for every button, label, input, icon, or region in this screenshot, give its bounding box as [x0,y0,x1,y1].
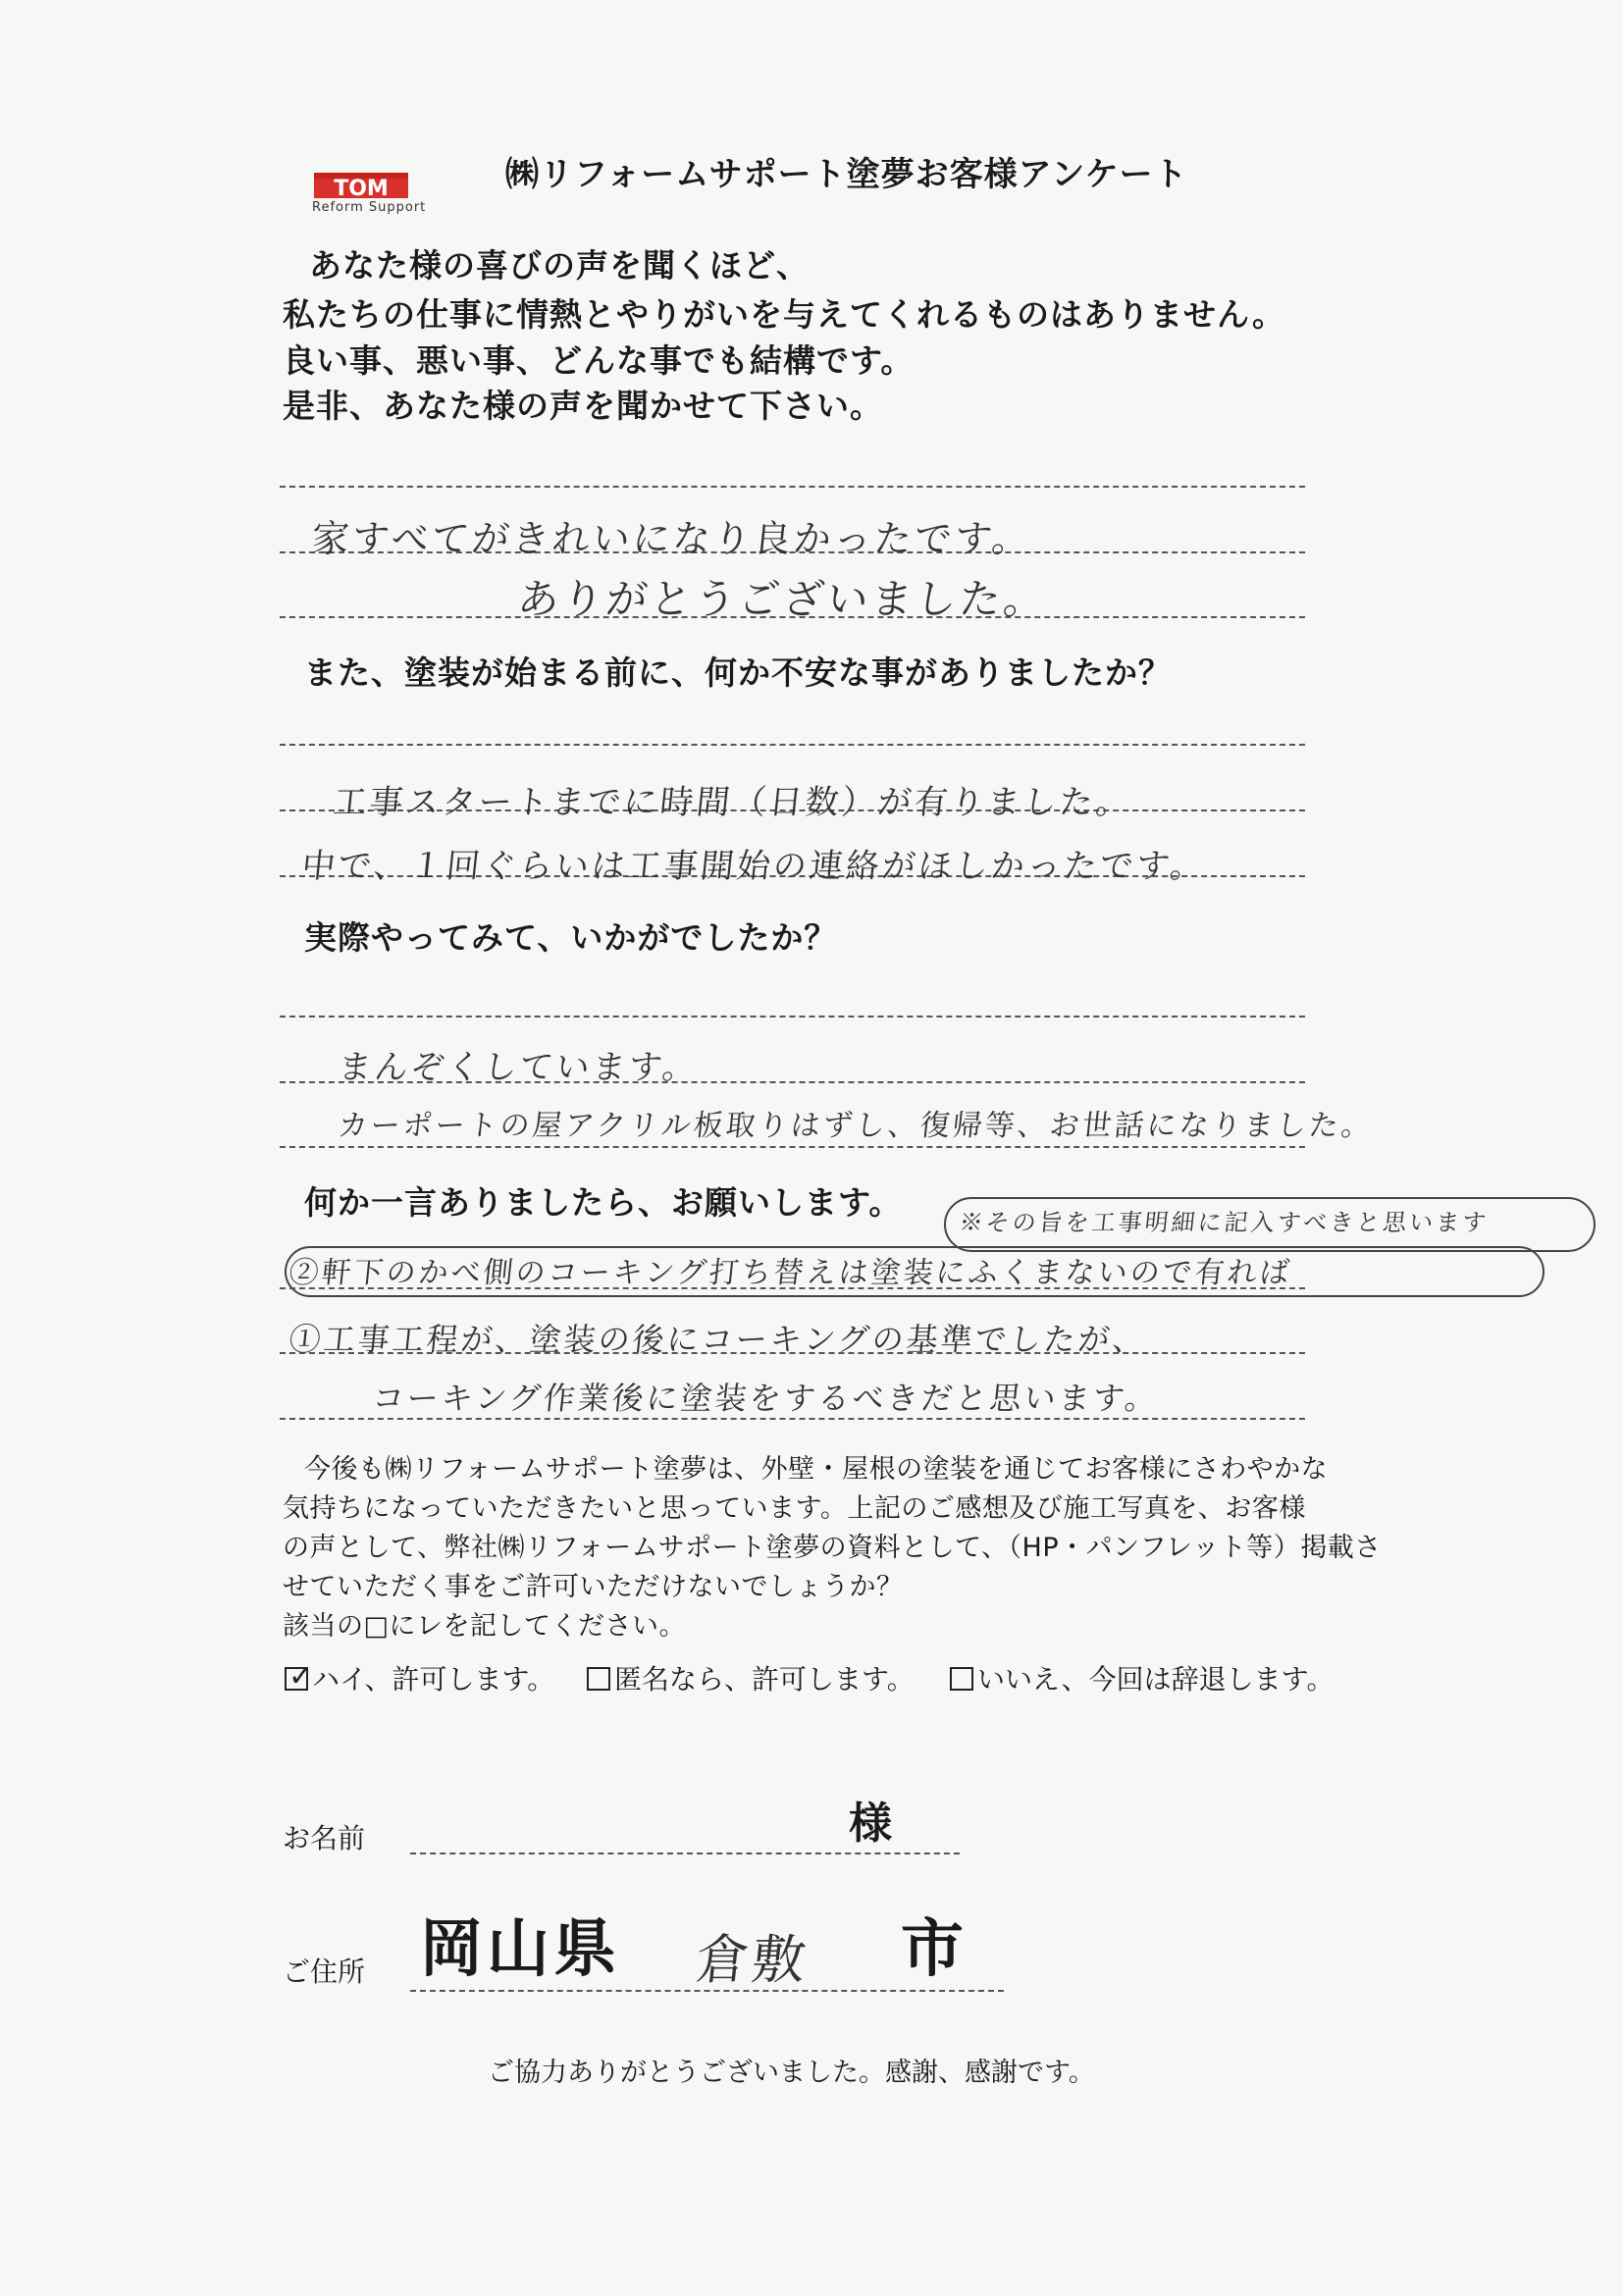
name-label: お名前 [283,1822,366,1854]
option-decline[interactable] [950,1658,1334,1697]
logo-mark-icon [312,165,410,202]
checkbox-allow[interactable] [285,1659,314,1694]
consent-line-5: 該当の□にレを記してください。 [283,1611,687,1642]
name-suffix: 様 [849,1799,892,1849]
answer4-note: ※その旨を工事明細に記入すべきと思います [958,1209,1491,1236]
intro-line-3: 良い事、悪い事、どんな事でも結構です。 [283,341,915,380]
address-city-suffix: 市 [901,1913,968,1986]
question-2: また、塗装が始まる前に、何か不安な事がありましたか？ [304,653,1172,692]
answer-line [280,1016,1305,1018]
question-4: 何か一言ありましたら、お願いします。 [304,1183,903,1222]
answer2-line-1: 工事スタートまでに時間（日数）が有りました。 [331,783,1134,822]
address-prefecture: 岡山県 [420,1913,620,1986]
survey-title: ㈱リフォームサポート塗夢お客様アンケート [505,155,1188,194]
consent-line-2: 気持ちになっていただきたいと思っています。上記のご感想及び施工写真を、お客様 [283,1493,1306,1524]
answer4-line-3: コーキング作業後に塗装をするべきだと思います。 [370,1380,1162,1417]
address-label: ご住所 [283,1956,366,1988]
question-3: 実際やってみて、いかがでしたか？ [304,918,838,957]
consent-line-3: の声として、弊社㈱リフォームサポート塗夢の資料として、（HP・パンフレット等）掲載さ [283,1533,1382,1563]
answer-line [280,1146,1305,1148]
checkbox-anonymous[interactable] [587,1667,610,1691]
intro-line-1: あなた様の喜びの声を聞くほど、 [309,246,810,285]
name-line [410,1852,960,1854]
footer-thanks: ご協力ありがとうございました。感謝、感謝です。 [488,2058,1095,2088]
address-line [410,1990,1004,1992]
answer1-line-1: 家すべてがきれいになり良かったです。 [309,517,1035,560]
intro-line-4: 是非、あなた様の声を聞かせて下さい。 [283,387,883,425]
answer4-line-1: ②軒下のかべ側のコーキング打ち替えは塗装にふくまないので有れば [287,1256,1294,1290]
option-anonymous-label: 匿名なら、許可します。 [614,1663,915,1696]
option-anonymous[interactable] [587,1658,915,1697]
address-city-handwritten: 倉敷 [693,1929,811,1991]
answer3-line-1: まんぞくしています。 [336,1048,702,1087]
answer2-line-2: 中で、１回ぐらいは工事開始の連絡がほしかったです。 [299,847,1209,886]
option-allow-label: ハイ、許可します。 [312,1663,555,1696]
option-allow[interactable] [285,1658,554,1697]
answer4-line-2: ①工事工程が、塗装の後にコーキングの基準でしたが、 [287,1321,1149,1358]
answer3-line-2: カーポートの屋アクリル板取りはずし、復帰等、お世話になりました。 [336,1109,1376,1143]
answer-line [280,486,1305,488]
logo-text: TOM [334,177,389,201]
company-logo [312,165,459,226]
answer1-line-2: ありがとうございました。 [515,575,1051,623]
consent-line-1: 今後も㈱リフォームサポート塗夢は、外壁・屋根の塗装を通じてお客様にさわやかな [304,1454,1329,1485]
consent-line-4: せていただく事をご許可いただけないでしょうか？ [283,1572,904,1602]
intro-line-2: 私たちの仕事に情熱とやりがいを与えてくれるものはありません。 [283,295,1285,334]
option-decline-label: いいえ、今回は辞退します。 [977,1663,1334,1696]
check-mark-icon: ✓ [288,1659,314,1694]
logo-subtitle: Reform Support [312,200,427,215]
checkbox-decline[interactable] [950,1667,973,1691]
answer-line [280,744,1305,746]
